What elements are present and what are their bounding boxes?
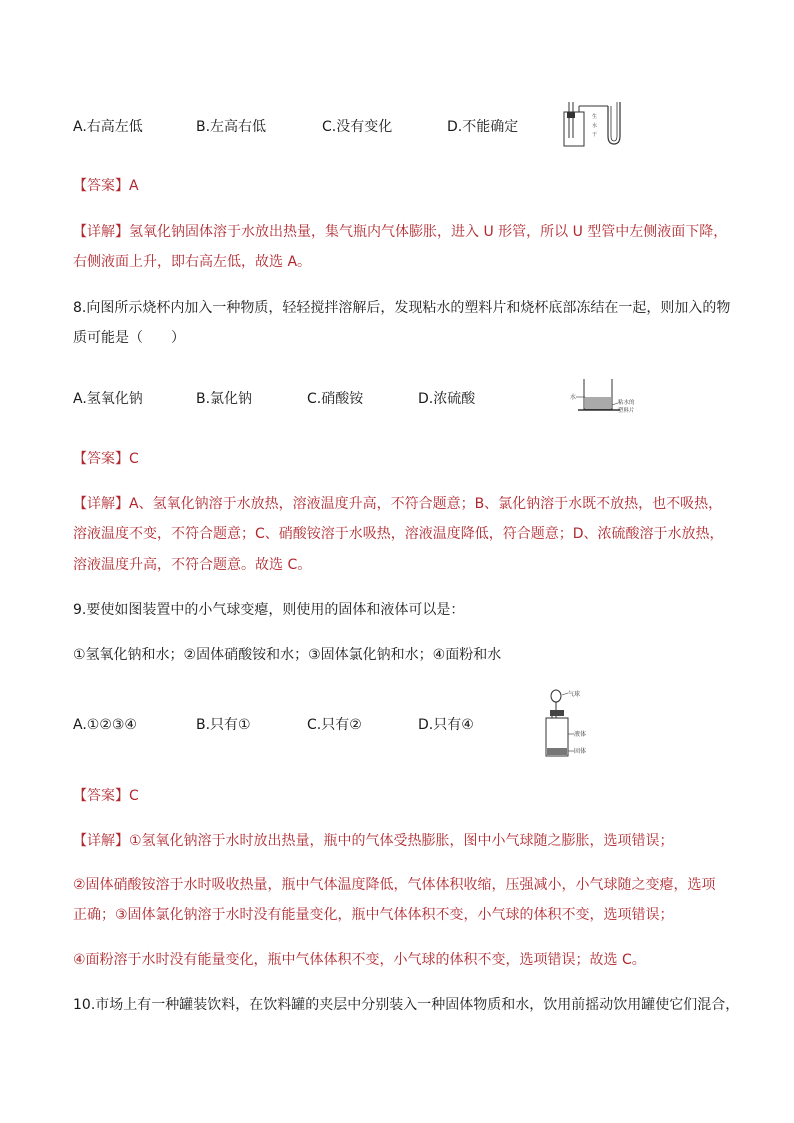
q7-option-c: C.没有变化 (322, 119, 393, 135)
q9-option-a: A.①②③④ (73, 717, 137, 733)
detail-tag: 【详解】 (73, 496, 129, 512)
q9-figure-label-liquid: 液体 (574, 731, 587, 738)
answer-value: C (129, 451, 139, 467)
q8-stem-line-2: 质可能是（ ） (73, 330, 185, 346)
q8-option-a: A.氢氧化钠 (73, 391, 143, 407)
q8-figure-label-2: 塑料片 (618, 408, 635, 414)
q9-option-c: C.只有② (307, 717, 362, 733)
q7-figure-label-top: 生 (592, 114, 598, 120)
q7-detail-line-1 (73, 222, 727, 242)
q7-option-a: A.右高左低 (73, 119, 143, 135)
q9-detail-line-4: ④面粉溶于水时没有能量变化，瓶中气体体积不变，小气球的体积不变，选项错误；故选 C。 (73, 952, 646, 968)
detail-text: 氢氧化钠固体溶于水放出热量，集气瓶内气体膨胀，进入 U 形管，所以 U 型管中左侧液面下降， (129, 224, 728, 240)
q9-option-b: B.只有① (196, 717, 251, 733)
q7-figure-label-bottom: 干 (592, 132, 598, 138)
q8-option-d: D.浓硫酸 (418, 391, 476, 407)
q7-detail-line-2: 右侧液面上升，即右高左低，故选 A。 (73, 254, 312, 270)
q8-detail-line-2: 溶液温度不变，不符合题意；C、硝酸铵溶于水吸热，溶液温度降低，符合题意；D、浓硫酸溶于水放热， (73, 526, 724, 542)
q8-stem-line-1: 8.向图所示烧杯内加入一种物质，轻轻搅拌溶解后，发现粘水的塑料片和烧杯底部冻结在一起，则加入的物 (73, 300, 731, 316)
u-tube-apparatus-figure (556, 98, 628, 148)
detail-text: ①氢氧化钠溶于水时放出热量，瓶中的气体受热膨胀，图中小气球随之膨胀，选项错误； (129, 833, 674, 849)
q7-answer (73, 176, 139, 196)
q8-detail-line-1 (73, 494, 722, 514)
q9-detail-line-3: 正确；③固体氯化钠溶于水时没有能量变化，瓶中气体体积不变，小气球的体积不变，选项错误； (73, 907, 674, 923)
q9-figure-label-balloon: 气球 (568, 691, 581, 698)
beaker-figure (562, 375, 642, 415)
q8-figure-label-1: 粘水的 (618, 400, 635, 406)
q8-figure-label-water: 水 (570, 394, 577, 401)
q9-choices-line: ①氢氧化钠和水；②固体硝酸铵和水；③固体氯化钠和水；④面粉和水 (73, 647, 502, 663)
q9-detail-line-1 (73, 831, 674, 851)
q8-answer (73, 449, 139, 469)
answer-value: A (129, 178, 139, 194)
answer-tag: 【答案】 (73, 178, 129, 194)
q8-option-c: C.硝酸铵 (307, 391, 364, 407)
q9-stem: 9.要使如图装置中的小气球变瘪，则使用的固体和液体可以是： (73, 602, 465, 618)
q10-stem: 10.市场上有一种罐装饮料，在饮料罐的夹层中分别装入一种固体物质和水，饮用前摇动饮用罐使它们混合， (73, 997, 740, 1013)
detail-text: A、氢氧化钠溶于水放热，溶液温度升高，不符合题意；B、氯化钠溶于水既不放热，也不吸热， (129, 496, 723, 512)
answer-tag: 【答案】 (73, 451, 129, 467)
q7-figure-label-side: 水 (592, 123, 598, 129)
q9-detail-line-2: ②固体硝酸铵溶于水时吸收热量，瓶中气体温度降低，气体体积收缩，压强减小，小气球随之变瘪，选项 (73, 877, 716, 893)
answer-tag: 【答案】 (73, 788, 129, 804)
q9-option-d: D.只有④ (418, 717, 474, 733)
q7-option-d: D.不能确定 (447, 119, 519, 135)
q9-answer (73, 786, 139, 806)
q8-option-b: B.氯化钠 (196, 391, 253, 407)
q9-figure-label-solid: 固体 (574, 748, 587, 755)
q8-detail-line-3: 溶液温度升高，不符合题意。故选 C。 (73, 557, 312, 573)
q7-option-b: B.左高右低 (196, 119, 267, 135)
balloon-flask-figure (538, 688, 602, 760)
detail-tag: 【详解】 (73, 833, 129, 849)
answer-value: C (129, 788, 139, 804)
detail-tag: 【详解】 (73, 224, 129, 240)
